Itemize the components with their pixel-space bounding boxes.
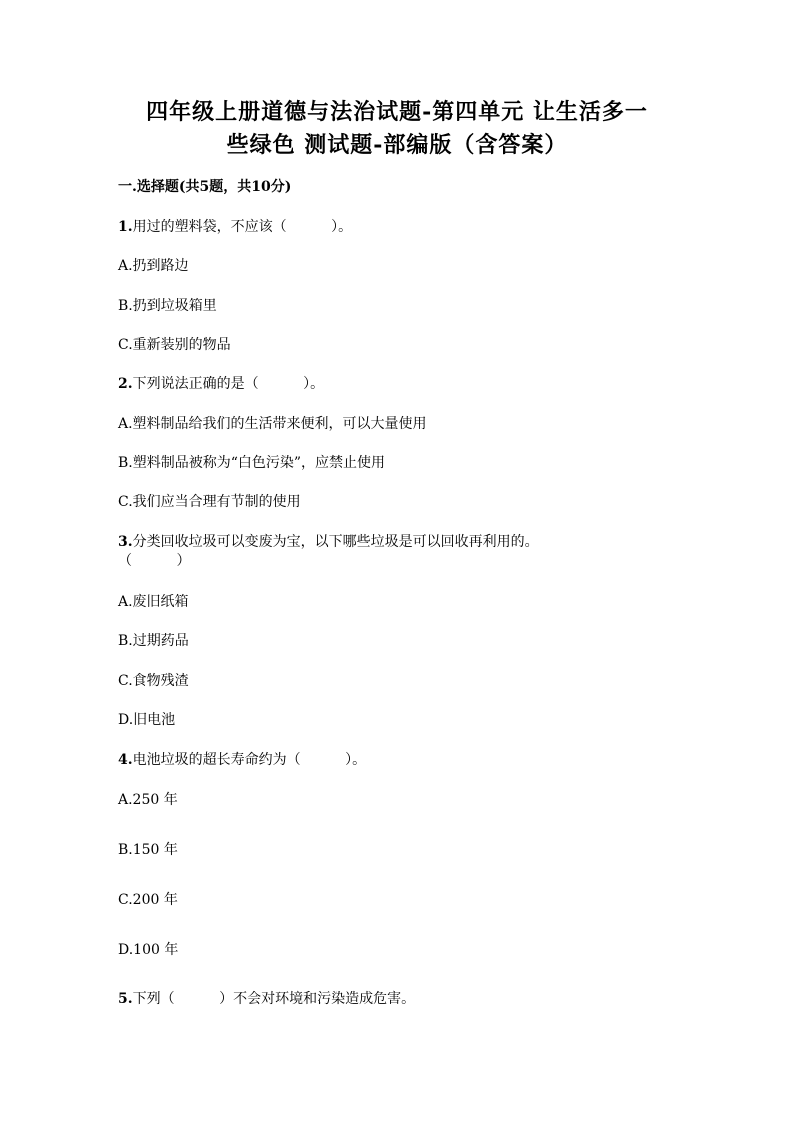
question-2-option-b: B.塑料制品被称为“白色污染”，应禁止使用 — [118, 455, 386, 471]
question-4-option-c: C.200 年 — [118, 892, 178, 908]
question-4 — [118, 750, 366, 770]
question-3-blank: （ ） — [118, 553, 191, 569]
question-1-option-b: B.扔到垃圾箱里 — [118, 298, 217, 314]
question-number: 3. — [118, 534, 133, 550]
question-3-option-d: D.旧电池 — [118, 712, 176, 728]
question-3 — [118, 532, 539, 552]
document-title-line-1: 四年级上册道德与法治试题-第四单元 让生活多一 — [146, 99, 648, 125]
section-heading: 一.选择题(共5题，共10分) — [118, 179, 292, 195]
question-5 — [118, 989, 415, 1009]
question-1-option-a: A.扔到路边 — [118, 258, 189, 274]
question-2-option-a: A.塑料制品给我们的生活带来便利，可以大量使用 — [118, 416, 427, 432]
question-2 — [118, 374, 324, 394]
question-text: 电池垃圾的超长寿命约为（ ）。 — [132, 752, 367, 768]
question-2-option-c: C.我们应当合理有节制的使用 — [118, 494, 301, 510]
question-1 — [118, 217, 352, 237]
question-3-option-b: B.过期药品 — [118, 633, 189, 649]
question-text: 下列说法正确的是（ ）。 — [132, 376, 325, 392]
question-1-option-c: C.重新装别的物品 — [118, 337, 231, 353]
question-3-option-c: C.食物残渣 — [118, 673, 189, 689]
document-title-line-2: 些绿色 测试题-部编版（含答案） — [226, 132, 568, 158]
question-text: 分类回收垃圾可以变废为宝，以下哪些垃圾是可以回收再利用的。 — [132, 534, 539, 550]
question-number: 2. — [118, 376, 133, 392]
question-4-option-d: D.100 年 — [118, 942, 179, 958]
question-number: 5. — [118, 991, 133, 1007]
question-3-option-a: A.废旧纸箱 — [118, 594, 189, 610]
question-text: 用过的塑料袋，不应该（ ）。 — [132, 219, 353, 235]
question-4-option-a: A.250 年 — [118, 792, 178, 808]
question-number: 1. — [118, 219, 133, 235]
question-4-option-b: B.150 年 — [118, 842, 178, 858]
question-number: 4. — [118, 752, 133, 768]
question-text: 下列（ ）不会对环境和污染造成危害。 — [132, 991, 416, 1007]
